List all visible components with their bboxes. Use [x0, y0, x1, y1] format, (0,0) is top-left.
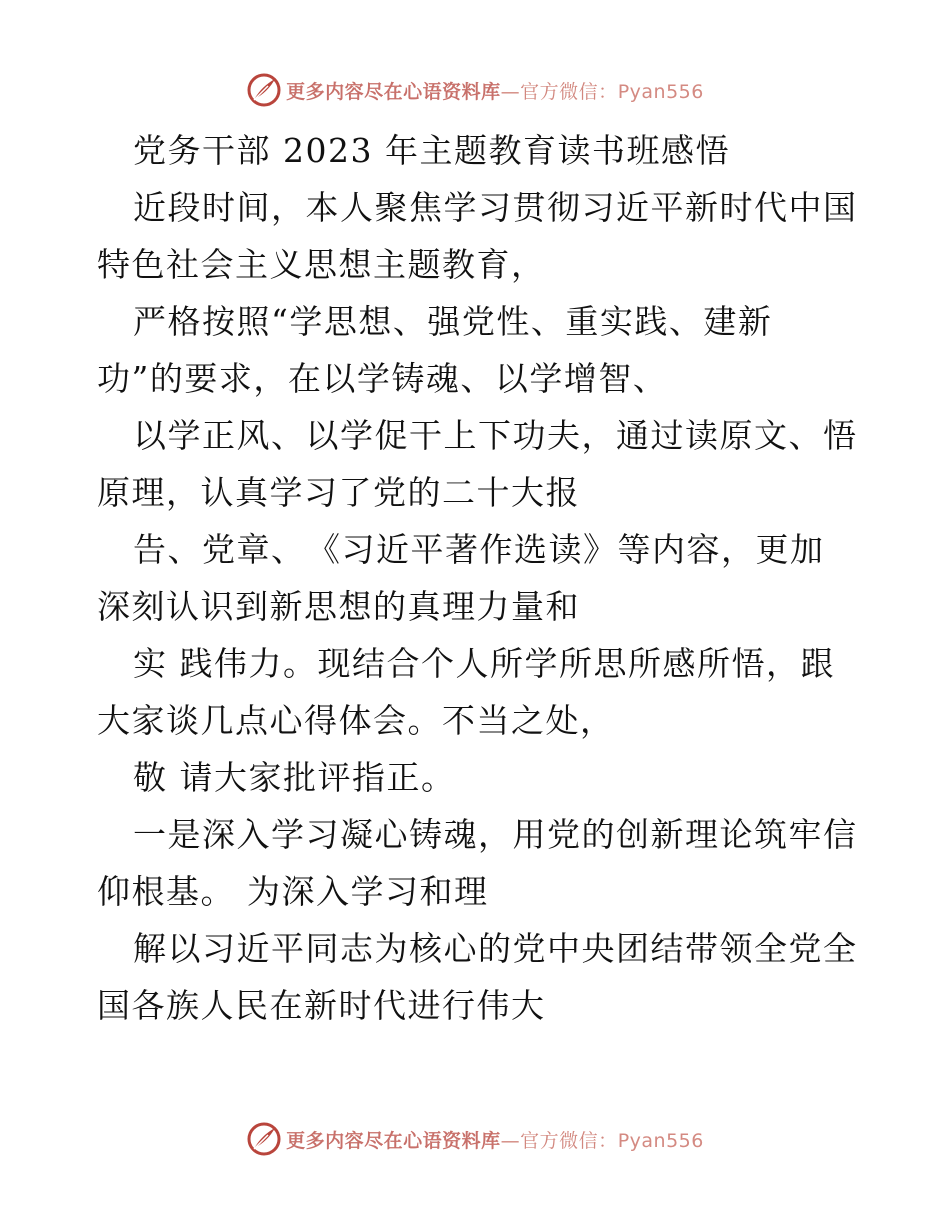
paragraph-line: 告、党章、 《习近平著作选读》等内容，更加 [133, 530, 825, 569]
paragraph-line: 深刻认识到新思想的真理力量和 [97, 587, 580, 626]
watermark-dash: — [500, 1129, 521, 1152]
watermark-text [286, 1126, 704, 1153]
feather-logo-icon [246, 72, 282, 108]
paragraph-line: 国各族人民在新时代进行伟大 [97, 986, 546, 1025]
paragraph-line: 仰根基。 为深入学习和理 [97, 872, 489, 911]
paragraph-line: 解以习近平同志为核心的党中央团结带领全党全 [133, 929, 858, 968]
paragraph-line: 严格按照“学思想、强党性、重实践、建新 [133, 302, 773, 341]
document-title: 党务干部 2023 年主题教育读书班感悟 [133, 131, 730, 170]
watermark-id: Pyan556 [617, 80, 704, 103]
paragraph-line: 大家谈几点心得体会。不当之处， [97, 701, 615, 740]
paragraph-line: 以学正风、以学促干上下功夫，通过读原文、悟 [133, 416, 858, 455]
watermark-dash: — [500, 80, 521, 103]
watermark-main: 更多内容尽在心语资料库 [286, 1129, 501, 1152]
paragraph-line: 特色社会主义思想主题教育， [97, 245, 546, 284]
header-watermark [0, 70, 950, 110]
paragraph-line: 近段时间，本人聚焦学习贯彻习近平新时代中国 [133, 188, 858, 227]
feather-logo-icon [246, 1121, 282, 1157]
watermark-main: 更多内容尽在心语资料库 [286, 80, 501, 103]
watermark-id: Pyan556 [617, 1129, 704, 1152]
paragraph-line: 实 践伟力。现结合个人所学所思所感所悟，跟 [133, 644, 835, 683]
watermark-text [286, 77, 704, 104]
footer-watermark [0, 1119, 950, 1159]
watermark-wechat: 官方微信： [520, 80, 618, 103]
paragraph-line: 一是深入学习凝心铸魂，用党的创新理论筑牢信 [133, 815, 858, 854]
watermark-wechat: 官方微信： [520, 1129, 618, 1152]
paragraph-line: 功”的要求，在以学铸魂、以学增智、 [97, 359, 668, 398]
paragraph-line: 敬 请大家批评指正。 [133, 758, 456, 797]
paragraph-line: 原理，认真学习了党的二十大报 [97, 473, 580, 512]
document-body [97, 122, 857, 1034]
